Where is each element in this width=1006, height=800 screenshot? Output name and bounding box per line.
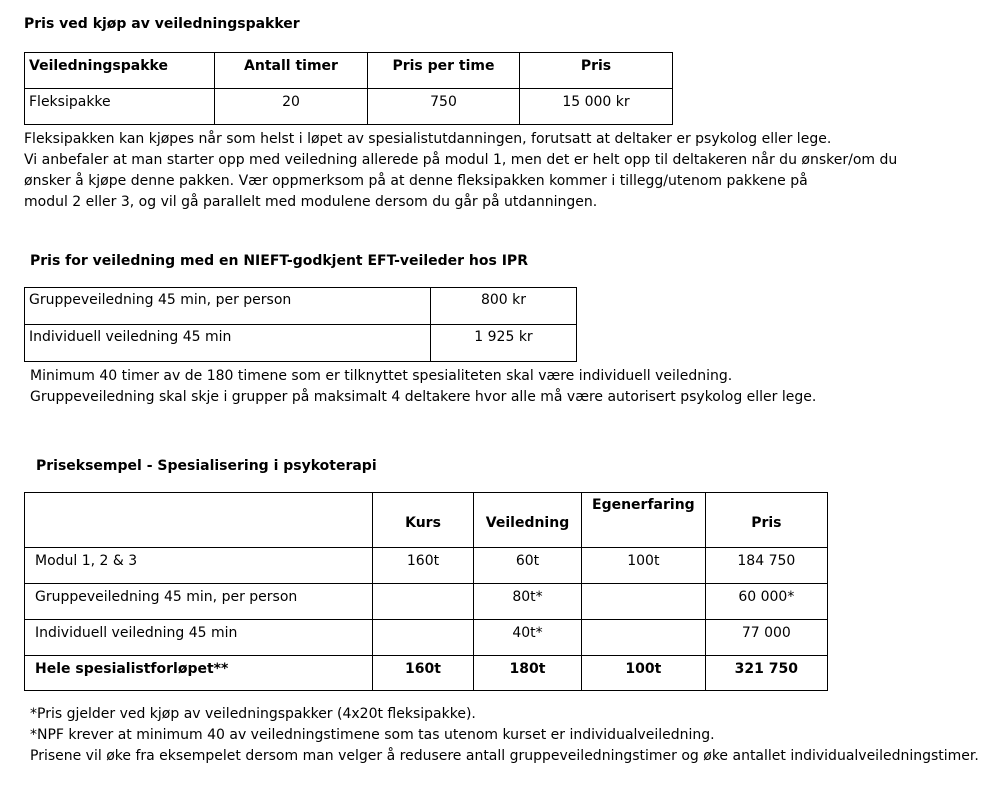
section1-heading: Pris ved kjøp av veiledningspakker [24,16,300,32]
table-cell: Individuell veiledning 45 min [25,620,373,656]
table-cell [582,620,706,656]
paragraph-line: Gruppeveiledning skal skje i grupper på maksimalt 4 deltakere hvor alle må være autorisert psykolog eller lege. [30,389,817,405]
table-cell [582,584,706,620]
table-cell: Fleksipakke [25,89,215,125]
package-price-table [24,52,673,125]
table-cell: 20 [215,89,368,125]
header-cell: Pris per time [368,53,520,89]
table-row [25,584,828,620]
header-cell: Egenerfaring [582,493,706,548]
table-cell: 100t [582,656,706,691]
paragraph-line: ønsker å kjøpe denne pakken. Vær oppmerksom på at denne fleksipakken kommer i tillegg/utenom pakkene på [24,173,808,189]
table-cell: Modul 1, 2 & 3 [25,548,373,584]
table-cell: Gruppeveiledning 45 min, per person [25,288,431,325]
footnote-line: Prisene vil øke fra eksempelet dersom man velger å redusere antall gruppeveiledningstimer og øke antallet individualveiledningstimer. [30,748,979,764]
header-cell [25,493,373,548]
table-cell: 321 750 [705,656,827,691]
section2-paragraph [30,366,816,408]
header-cell: Kurs [373,493,474,548]
header-cell: Pris [520,53,673,89]
table-row [25,620,828,656]
table-row [25,89,673,125]
table-row [25,325,577,362]
table-cell: 184 750 [705,548,827,584]
table-total-row [25,656,828,691]
table-cell: Hele spesialistforløpet** [25,656,373,691]
table-cell: 180t [474,656,582,691]
table-cell [373,584,474,620]
table-cell: 100t [582,548,706,584]
paragraph-line: modul 2 eller 3, og vil gå parallelt med modulene dersom du går på utdanningen. [24,194,598,210]
footnote-line: *NPF krever at minimum 40 av veiledningstimene som tas utenom kurset er individualveiledning. [30,727,715,743]
supervision-price-table [24,287,577,362]
table-row [25,548,828,584]
table-cell: 80t* [474,584,582,620]
header-cell: Veiledning [474,493,582,548]
table-cell: 750 [368,89,520,125]
table-cell: 60 000* [705,584,827,620]
table-cell: 60t [474,548,582,584]
table-cell: 40t* [474,620,582,656]
table-cell: 800 kr [431,288,577,325]
paragraph-line: Minimum 40 timer av de 180 timene som er tilknyttet spesialiteten skal være individuell veiledning. [30,368,733,384]
table-header-row [25,53,673,89]
table-cell: 77 000 [705,620,827,656]
table-cell: 1 925 kr [431,325,577,362]
price-example-table [24,492,828,691]
table-header-row [25,493,828,548]
header-cell: Pris [705,493,827,548]
footnote-line: *Pris gjelder ved kjøp av veiledningspakker (4x20t fleksipakke). [30,706,476,722]
section1-paragraph [24,129,897,213]
paragraph-line: Vi anbefaler at man starter opp med veiledning allerede på modul 1, men det er helt opp til deltakeren når du ønsker/om du [24,152,898,168]
header-cell: Antall timer [215,53,368,89]
table-cell: 160t [373,548,474,584]
table-cell: Individuell veiledning 45 min [25,325,431,362]
section3-notes [30,704,979,767]
section2-heading: Pris for veiledning med en NIEFT-godkjent EFT-veileder hos IPR [30,253,528,269]
paragraph-line: Fleksipakken kan kjøpes når som helst i løpet av spesialistutdanningen, forutsatt at deltaker er psykolog eller lege. [24,131,832,147]
table-cell: 15 000 kr [520,89,673,125]
table-cell: Gruppeveiledning 45 min, per person [25,584,373,620]
table-cell: 160t [373,656,474,691]
table-row [25,288,577,325]
section3-heading: Priseksempel - Spesialisering i psykoterapi [36,458,377,474]
table-cell [373,620,474,656]
header-cell: Veiledningspakke [25,53,215,89]
